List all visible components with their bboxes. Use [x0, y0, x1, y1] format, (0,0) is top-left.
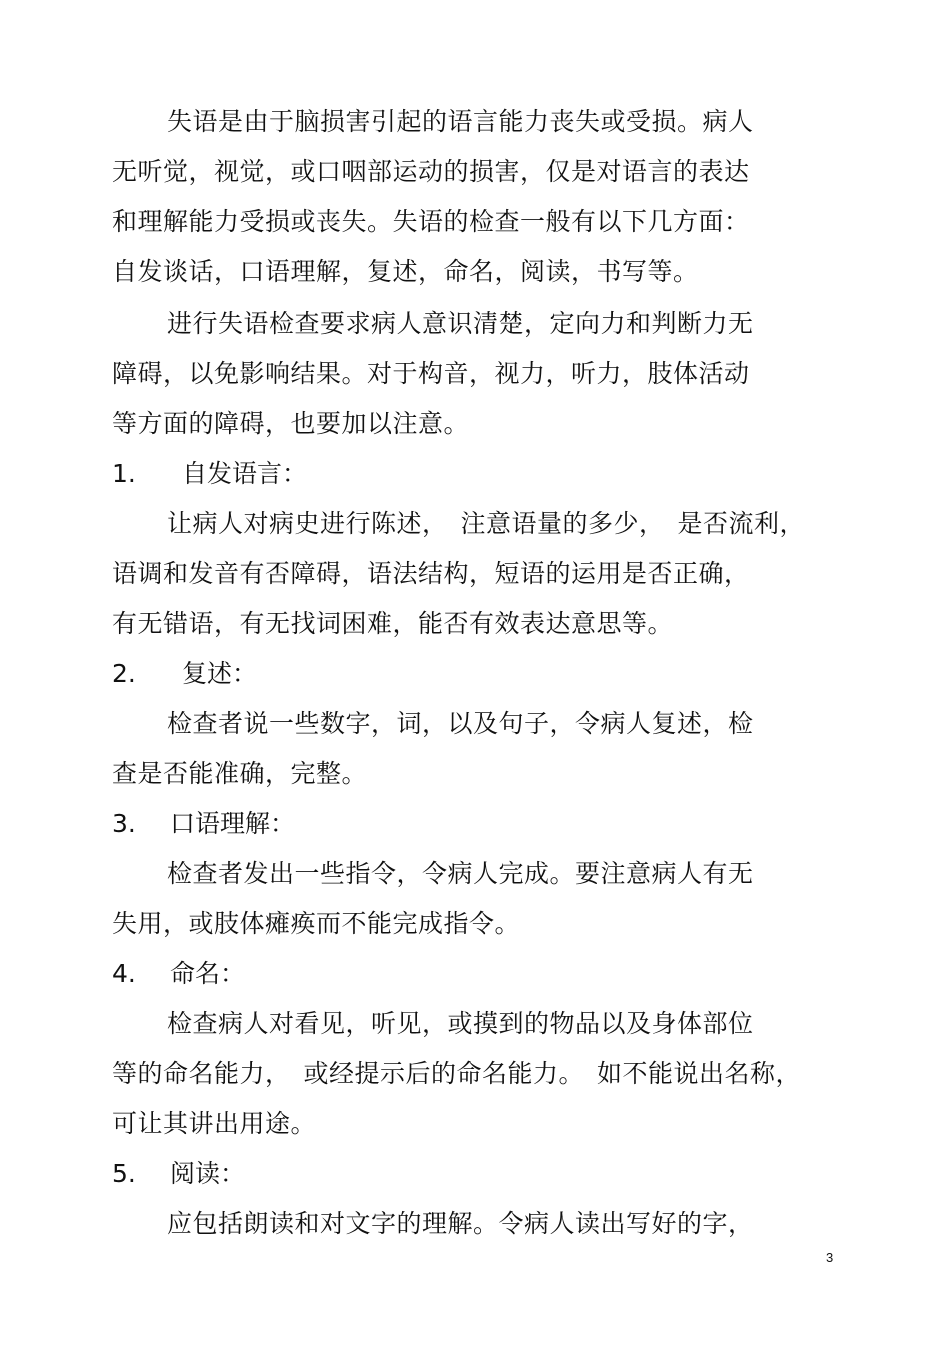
- paragraph-line: 和理解能力受损或丧失。失语的检查一般有以下几方面：: [112, 207, 750, 236]
- paragraph-line: 自发谈话，口语理解，复述，命名，阅读，书写等。: [112, 257, 699, 286]
- section-heading: 复述：: [182, 659, 258, 688]
- section-heading: 口语理解：: [170, 809, 296, 838]
- section-line: 让病人对病史进行陈述， 注意语量的多少， 是否流利，: [167, 509, 806, 538]
- paragraph-line: 进行失语检查要求病人意识清楚，定向力和判断力无: [167, 309, 754, 338]
- section-number: 3.: [112, 809, 136, 838]
- section-line: 检查者发出一些指令，令病人完成。要注意病人有无: [167, 859, 754, 888]
- section-line: 应包括朗读和对文字的理解。令病人读出写好的字，: [167, 1209, 754, 1238]
- section-heading: 阅读：: [170, 1159, 246, 1188]
- paragraph-line: 失语是由于脑损害引起的语言能力丧失或受损。病人: [167, 107, 754, 136]
- section-number: 5.: [112, 1159, 136, 1188]
- section-line: 检查病人对看见，听见，或摸到的物品以及身体部位: [167, 1009, 754, 1038]
- section-line: 失用，或肢体瘫痪而不能完成指令。: [112, 909, 521, 938]
- section-heading: 命名：: [170, 959, 246, 988]
- section-line: 等的命名能力， 或经提示后的命名能力。 如不能说出名称，: [112, 1059, 802, 1088]
- paragraph-line: 无听觉，视觉，或口咽部运动的损害，仅是对语言的表达: [112, 157, 750, 186]
- section-number: 1.: [112, 459, 136, 488]
- paragraph-line: 障碍，以免影响结果。对于构音，视力，听力，肢体活动: [112, 359, 750, 388]
- section-line: 查是否能准确，完整。: [112, 759, 368, 788]
- section-line: 有无错语，有无找词困难，能否有效表达意思等。: [112, 609, 674, 638]
- paragraph-line: 等方面的障碍，也要加以注意。: [112, 409, 470, 438]
- section-heading: 自发语言：: [182, 459, 308, 488]
- page-number: 3: [826, 1250, 834, 1265]
- section-number: 4.: [112, 959, 136, 988]
- section-line: 语调和发音有否障碍，语法结构，短语的运用是否正确，: [112, 559, 750, 588]
- section-number: 2.: [112, 659, 136, 688]
- section-line: 可让其讲出用途。: [112, 1109, 317, 1138]
- section-line: 检查者说一些数字，词，以及句子，令病人复述，检: [167, 709, 754, 738]
